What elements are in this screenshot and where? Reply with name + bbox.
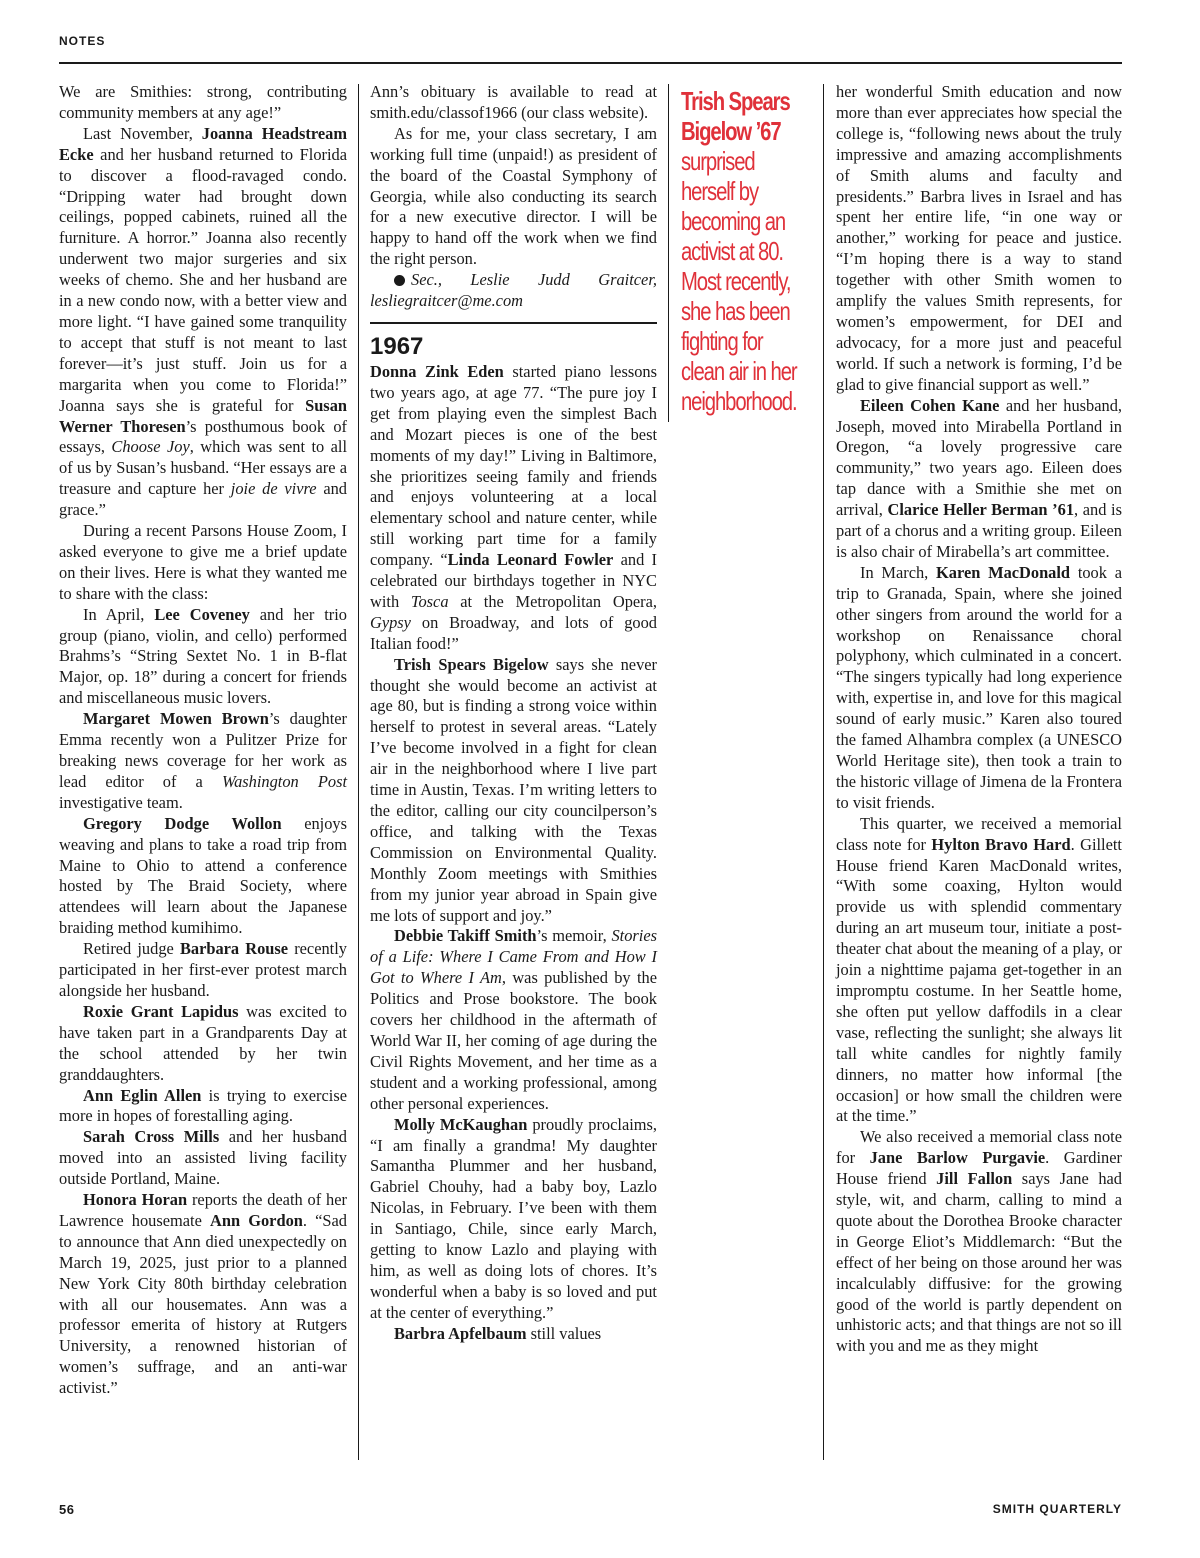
paragraph: This quarter, we received a memorial class note for Hylton Bravo Hard. Gillett House friend Karen MacDonald writes, “With some coaxing, Hylton would provide us with splendid commentary during an art museum tour, initiate a post-theater chat about the meaning of a play, or join a nighttime pajama get-together in an impromptu costume. In her Seattle home, she often put yellow daffodils in a clear vase, reflecting the sunlight; she always lit tall white candles for nightly family dinners, no matter how informal [the occasion] or how small the children were at the time.”: [836, 813, 1122, 1126]
paragraph: Gregory Dodge Wollon enjoys weaving and plans to take a road trip from Maine to Ohio to attend a conference hosted by The Braid Society, where attendees will learn about the Japanese braiding method kumihimo.: [59, 813, 347, 938]
column-2: [370, 82, 657, 1345]
class-year-heading: 1967: [370, 332, 424, 360]
paragraph: Ann Eglin Allen is trying to exercise more in hopes of forestalling aging.: [59, 1085, 347, 1126]
column-divider: [358, 84, 359, 1460]
pull-quote: [681, 86, 803, 416]
class-divider: [370, 322, 657, 324]
secretary-signature: Sec., Leslie Judd Graitcer, lesliegraitcer@me.com: [370, 270, 657, 311]
paragraph: Sarah Cross Mills and her husband moved into an assisted living facility outside Portland, Maine.: [59, 1127, 347, 1189]
paragraph: In March, Karen MacDonald took a trip to Granada, Spain, where she joined other singers from around the world for a workshop on Renaissance choral polyphony, which culminated in a concert. “The singers typically had long experience with, expertise in, and love for this magical sound of early music.” Karen also toured the famed Alhambra complex (a UNESCO World Heritage site), then took a train to the historic village of Jimena de la Frontera to visit friends.: [836, 562, 1122, 812]
paragraph: Trish Spears Bigelow says she never thought she would become an activist at age 80, but is finding a strong voice within herself to protest in several areas. “Lately I’ve become involved in a fight for clean air in the neighborhood where I live part time in Austin, Texas. I’m writing letters to the editor, calling our city councilperson’s office, and talking with the Texas Commission on Environmental Quality. Monthly Zoom meetings with Smithies from my junior year abroad in Spain give me lots of support and joy.”: [370, 654, 657, 925]
paragraph: Roxie Grant Lapidus was excited to have taken part in a Grandparents Day at the school attended by her twin granddaughters.: [59, 1001, 347, 1084]
header-rule: [59, 62, 1122, 64]
paragraph: We also received a memorial class note for Jane Barlow Purgavie. Gardiner House friend Jill Fallon says Jane had style, wit, and charm, calling to mind a quote about the Dorothea Brooke character in George Eliot’s Middlemarch: “But the effect of her being on those around her was incalculably diffusive: for the growing good of the world is partly dependent on unhistoric acts; and that things are not so ill with you and me as they might: [836, 1127, 1122, 1356]
publication-name: SMITH QUARTERLY: [992, 1502, 1122, 1516]
bullet-dot-icon: [394, 275, 405, 286]
paragraph: Retired judge Barbara Rouse recently participated in her first-ever protest march alongside her husband.: [59, 939, 347, 1000]
paragraph: We are Smithies: strong, contributing community members at any age!”: [59, 82, 347, 122]
paragraph: In April, Lee Coveney and her trio group (piano, violin, and cello) performed Brahms’s “String Sextet No. 1 in B-flat Major, op. 18” during a concert for friends and miscellaneous music lovers.: [59, 604, 348, 708]
column-divider: [668, 84, 669, 422]
pull-quote-text: surprised herself by becoming an activist at 80. Most recently, she has been fighting for clean air in her neighborhood.: [681, 146, 797, 416]
column-divider: [823, 84, 824, 1460]
pull-quote-name: Trish Spears Bigelow ’67: [681, 86, 790, 146]
column-4: [836, 82, 1122, 1357]
paragraph: Last November, Joanna Headstream Ecke and her husband returned to Florida to discover a flood-ravaged condo. “Dripping water had brought down ceilings, popped cabinets, ruined all the furniture. A horror.” Joanna also recently underwent two major surgeries and six weeks of chemo. She and her husband are in a new condo now, with a better view and more light. “I have gained some tranquility to accept that stuff is not meant to last forever—it’s just stuff. Join us for a margarita when you come to Florida!” Joanna says she is grateful for Susan Werner Thoresen’s posthumous book of essays, Choose Joy, which was sent to all of us by Susan’s husband. “Her essays are a treasure and capture her joie de vivre and grace.”: [59, 123, 348, 520]
paragraph: Molly McKaughan proudly proclaims, “I am finally a grandma! My daughter Samantha Plummer and her husband, Gabriel Chouhy, had a baby boy, Lazlo Nicolas, in February. I’ve been with them in Santiago, Chile, since early March, getting to know Lazlo and playing with him, as well as doing lots of chores. It’s wonderful when a baby is so loved and put at the center of everything.”: [370, 1114, 657, 1322]
paragraph: Eileen Cohen Kane and her husband, Joseph, moved into Mirabella Portland in Oregon, “a lovely progressive care community,” two years ago. Eileen does tap dance with a Smithie she met on arrival, Clarice Heller Berman ’61, and is part of a chorus and a writing group. Eileen is also chair of Mirabella’s art committee.: [836, 395, 1122, 561]
page-number: 56: [59, 1502, 75, 1517]
paragraph: Margaret Mowen Brown’s daughter Emma recently won a Pulitzer Prize for breaking news coverage for her work as lead editor of a Washington Post investigative team.: [59, 709, 347, 812]
paragraph: Barbra Apfelbaum still values: [394, 1323, 602, 1343]
paragraph: Honora Horan reports the death of her Lawrence housemate Ann Gordon. “Sad to announce that Ann died unexpectedly on March 19, 2025, just prior to a planned New York City 80th birthday celebration with all our housemates. Ann was a professor emerita of history at Rutgers University, a renowned historian of women’s suffrage, and an anti-war activist.”: [59, 1190, 348, 1398]
paragraph: her wonderful Smith education and now more than ever appreciates how special the college is, “following news about the truly impressive and amazing accomplishments of Smith alums and faculty and presidents.” Barbra lives in Israel and has spent her entire life, “in one way or another,” working for peace and justice. “I’m hoping there is a way to stand together with other Smith women to amplify the values Smith represents, for women’s empowerment, for DEI and advocacy, for a more just and peaceful world. If such a network is forming, I’d be glad to give financial support as well.”: [836, 82, 1122, 394]
section-label: NOTES: [59, 34, 106, 48]
column-1: [59, 82, 347, 1399]
paragraph: Debbie Takiff Smith’s memoir, Stories of a Life: Where I Came From and How I Got to Where I Am, was published by the Politics and Prose bookstore. The book covers her childhood in the aftermath of World War II, her coming of age during the Civil Rights Movement, and her time as a student and a working professional, among other personal experiences.: [370, 926, 657, 1113]
paragraph: Ann’s obituary is available to read at smith.edu/classof1966 (our class website).: [370, 82, 657, 122]
paragraph: Donna Zink Eden started piano lessons two years ago, at age 77. “The pure joy I get from playing even the simplest Bach and Mozart pieces is one of the best moments of my day!” Living in Baltimore, she prioritizes seeing family and friends and enjoys volunteering at a local elementary school and nature center, while still working part time for a family company. “Linda Leonard Fowler and I celebrated our birthdays together in NYC with Tosca at the Metropolitan Opera, Gypsy on Broadway, and lots of good Italian food!”: [370, 361, 657, 653]
paragraph: During a recent Parsons House Zoom, I asked everyone to give me a brief update on their lives. Here is what they wanted me to share with the class:: [59, 521, 347, 603]
paragraph: As for me, your class secretary, I am working full time (unpaid!) as president of the board of the Coastal Symphony of Georgia, while also conducting its search for a new executive director. I will be happy to hand off the work when we find the right person.: [370, 123, 657, 269]
